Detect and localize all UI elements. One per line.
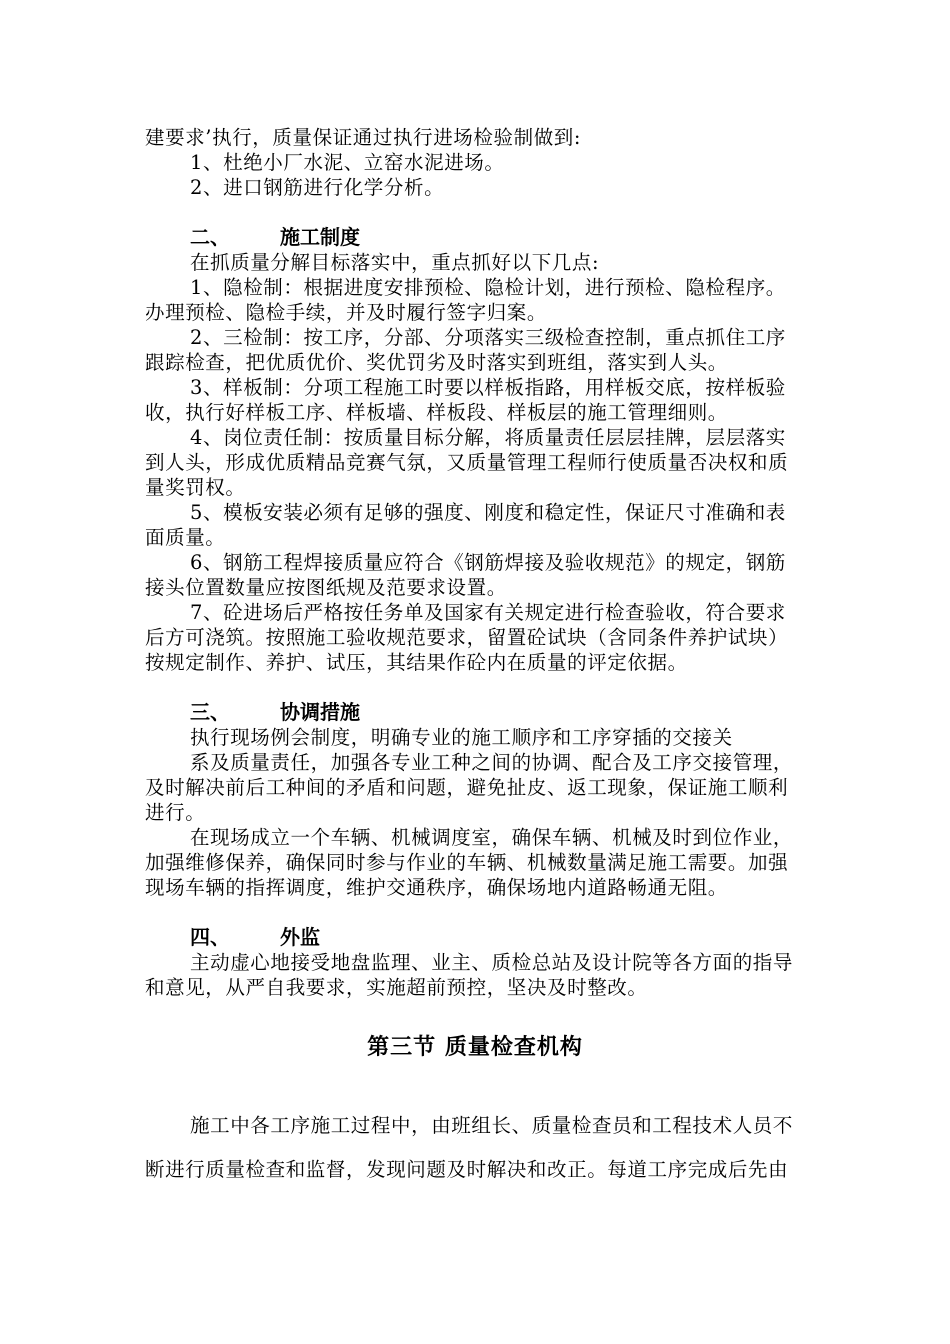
heading-title: 外监 <box>280 925 320 949</box>
paragraph-line: 加强维修保养，确保同时参与作业的车辆、机械数量满足施工需要。加强 <box>145 851 789 874</box>
paragraph-line: 3、样板制：分项工程施工时要以样板指路，用样板交底，按样板验 <box>190 376 786 399</box>
intro-line: 2、进口钢筋进行化学分析。 <box>190 176 445 199</box>
paragraph-line: 收，执行好样板工序、样板墙、样板段、样板层的施工管理细则。 <box>145 401 728 424</box>
paragraph-line: 到人头，形成优质精品竞赛气氛，又质量管理工程师行使质量否决权和质 <box>145 451 789 474</box>
heading-title: 协调措施 <box>280 700 360 724</box>
paragraph-line: 6、钢筋工程焊接质量应符合《钢筋焊接及验收规范》的规定，钢筋 <box>190 551 786 574</box>
paragraph-line: 主动虚心地接受地盘监理、业主、质检总站及设计院等各方面的指导 <box>190 951 794 974</box>
paragraph-line: 后方可浇筑。按照施工验收规范要求，留置砼试块（含同条件养护试块） <box>145 626 789 649</box>
paragraph-line: 按规定制作、养护、试压，其结果作砼内在质量的评定依据。 <box>145 651 688 674</box>
paragraph-line: 办理预检、隐检手续，并及时履行签字归案。 <box>145 301 548 324</box>
paragraph-line: 现场车辆的指挥调度，维护交通秩序，确保场地内道路畅通无阻。 <box>145 876 728 899</box>
paragraph-line: 5、模板安装必须有足够的强度、刚度和稳定性，保证尺寸准确和表 <box>190 501 786 524</box>
intro-line: 建要求’执行，质量保证通过执行进场检验制做到: <box>145 126 582 149</box>
paragraph-line: 和意见，从严自我要求，实施超前预控，坚决及时整改。 <box>145 976 648 999</box>
intro-line: 1、杜绝小厂水泥、立窑水泥进场。 <box>190 151 505 174</box>
paragraph-line: 施工中各工序施工过程中，由班组长、质量检查员和工程技术人员不 <box>190 1114 794 1137</box>
paragraph-line: 4、岗位责任制：按质量目标分解，将质量责任层层挂牌，层层落实 <box>190 426 786 449</box>
paragraph-line: 在现场成立一个车辆、机械调度室，确保车辆、机械及时到位作业， <box>190 826 794 849</box>
paragraph-line: 2、三检制：按工序，分部、分项落实三级检查控制，重点抓住工序 <box>190 326 786 349</box>
heading-number: 二、 <box>190 225 230 249</box>
paragraph-line: 接头位置数量应按图纸规及范要求设置。 <box>145 576 507 599</box>
paragraph-line: 进行。 <box>145 801 206 824</box>
paragraph-line: 执行现场例会制度，明确专业的施工顺序和工序穿插的交接关 <box>190 726 733 749</box>
paragraph-line: 跟踪检查，把优质优价、奖优罚劣及时落实到班组，落实到人头。 <box>145 351 728 374</box>
section-heading-3 <box>190 700 360 725</box>
heading-number: 三、 <box>190 700 230 724</box>
paragraph-line: 1、隐检制：根据进度安排预检、隐检计划，进行预检、隐检程序。 <box>190 276 786 299</box>
paragraph-line: 7、砼进场后严格按任务单及国家有关规定进行检查验收，符合要求 <box>190 601 786 624</box>
paragraph-line: 及时解决前后工种间的矛盾和问题，避免扯皮、返工现象，保证施工顺利 <box>145 776 789 799</box>
paragraph-line: 断进行质量检查和监督，发现问题及时解决和改正。每道工序完成后先由 <box>145 1158 789 1181</box>
section-heading-4 <box>190 925 320 950</box>
paragraph-line: 系及质量责任，加强各专业工种之间的协调、配合及工序交接管理， <box>190 751 794 774</box>
paragraph-line: 面质量。 <box>145 526 226 549</box>
section-title: 第三节 质量检查机构 <box>367 1034 583 1060</box>
paragraph-line: 在抓质量分解目标落实中，重点抓好以下几点: <box>190 251 600 274</box>
heading-title: 施工制度 <box>280 225 360 249</box>
heading-number: 四、 <box>190 925 230 949</box>
paragraph-line: 量奖罚权。 <box>145 476 246 499</box>
section-heading-2 <box>190 225 360 250</box>
